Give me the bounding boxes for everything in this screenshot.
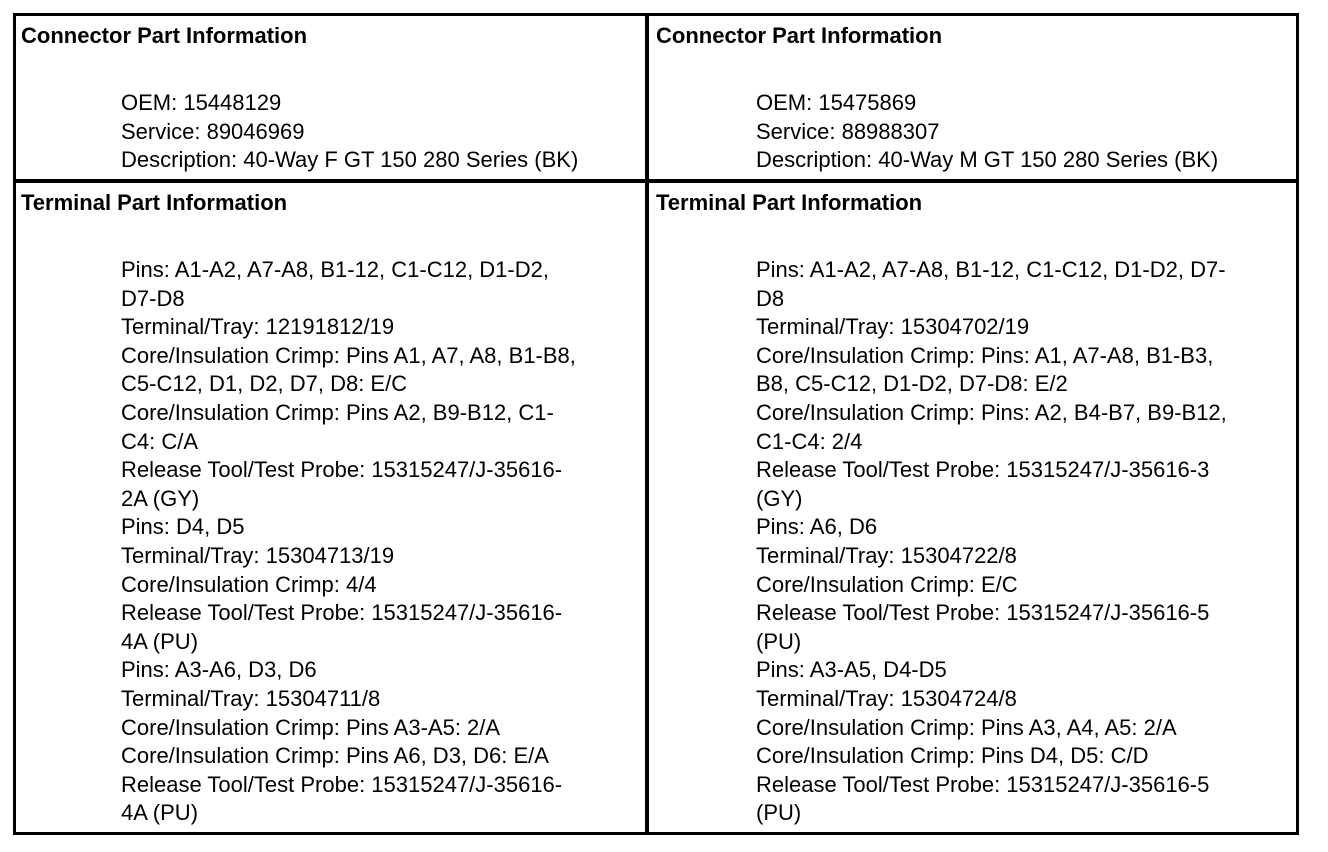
terminal-spec-line: D8: [756, 285, 785, 311]
terminal-spec-line: Core/Insulation Crimp: Pins: A1, A7-A8, B1-B3,: [756, 342, 1214, 368]
terminal-spec-line: Terminal/Tray: 12191812/19: [121, 314, 395, 340]
terminal-spec-line: Release Tool/Test Probe: 15315247/J-35616-: [121, 600, 563, 626]
terminal-spec-line: 4A (PU): [121, 800, 199, 826]
terminal-spec-line: Pins: A3-A5, D4-D5: [756, 657, 947, 683]
terminal-spec-line: (GY): [756, 485, 803, 511]
terminal-spec-line: Release Tool/Test Probe: 15315247/J-35616-: [121, 457, 563, 483]
connector-right-details: [756, 89, 1218, 175]
terminal-spec-line: C1-C4: 2/4: [756, 428, 863, 454]
terminal-spec-line: Terminal/Tray: 15304702/19: [756, 314, 1030, 340]
terminal-spec-line: Pins: D4, D5: [121, 514, 245, 540]
terminal-spec-line: C4: C/A: [121, 428, 199, 454]
connector-right-oem: OEM: 15475869: [756, 90, 917, 115]
terminal-spec-line: Pins: A6, D6: [756, 514, 878, 540]
terminal-spec-line: D7-D8: [121, 285, 185, 311]
terminal-spec-line: (PU): [756, 628, 802, 654]
connector-left-description: Description: 40-Way F GT 150 280 Series (BK): [121, 147, 579, 173]
connector-right-service: Service: 88988307: [756, 118, 940, 144]
terminal-spec-line: Terminal/Tray: 15304711/8: [121, 685, 381, 711]
connector-left-details: [121, 89, 578, 175]
terminal-spec-line: 2A (GY): [121, 485, 200, 511]
connector-right-heading: Connector Part Information: [656, 23, 943, 48]
connector-left-heading: Connector Part Information: [21, 23, 308, 48]
terminal-spec-line: Core/Insulation Crimp: Pins D4, D5: C/D: [756, 743, 1149, 769]
terminal-spec-line: Core/Insulation Crimp: Pins A1, A7, A8, B1-B8,: [121, 342, 576, 368]
terminal-left-heading: Terminal Part Information: [21, 190, 288, 215]
terminal-spec-line: Terminal/Tray: 15304724/8: [756, 685, 1017, 711]
terminal-spec-line: Pins: A1-A2, A7-A8, B1-12, C1-C12, D1-D2,: [121, 257, 549, 282]
terminal-spec-line: 4A (PU): [121, 628, 199, 654]
terminal-spec-line: B8, C5-C12, D1-D2, D7-D8: E/2: [756, 371, 1068, 397]
terminal-spec-line: Pins: A1-A2, A7-A8, B1-12, C1-C12, D1-D2, D7-: [756, 257, 1226, 282]
terminal-spec-line: (PU): [756, 800, 802, 826]
terminal-spec-line: Release Tool/Test Probe: 15315247/J-35616-3: [756, 457, 1210, 483]
terminal-right-heading: Terminal Part Information: [656, 190, 923, 215]
terminal-spec-line: Release Tool/Test Probe: 15315247/J-35616-5: [756, 771, 1210, 797]
terminal-left-details: [121, 256, 576, 828]
terminal-spec-line: Core/Insulation Crimp: 4/4: [121, 571, 377, 597]
terminal-spec-line: Core/Insulation Crimp: Pins: A2, B4-B7, B9-B12,: [756, 399, 1227, 425]
connector-left-oem: OEM: 15448129: [121, 90, 282, 115]
terminal-spec-line: Core/Insulation Crimp: Pins A3, A4, A5: 2/A: [756, 714, 1177, 740]
row-divider: [13, 179, 1299, 183]
terminal-spec-line: Core/Insulation Crimp: Pins A2, B9-B12, C1-: [121, 399, 554, 425]
connector-left-service: Service: 89046969: [121, 118, 305, 144]
column-divider: [645, 13, 649, 835]
terminal-spec-line: Core/Insulation Crimp: E/C: [756, 571, 1018, 597]
terminal-right-details: [756, 256, 1227, 828]
terminal-spec-line: Terminal/Tray: 15304713/19: [121, 542, 395, 568]
terminal-spec-line: Release Tool/Test Probe: 15315247/J-35616-5: [756, 600, 1210, 626]
connector-right-description: Description: 40-Way M GT 150 280 Series (BK): [756, 147, 1219, 173]
terminal-spec-line: Release Tool/Test Probe: 15315247/J-35616-: [121, 771, 563, 797]
terminal-spec-line: Core/Insulation Crimp: Pins A6, D3, D6: E/A: [121, 743, 549, 769]
terminal-spec-line: C5-C12, D1, D2, D7, D8: E/C: [121, 371, 408, 397]
terminal-spec-line: Terminal/Tray: 15304722/8: [756, 542, 1017, 568]
terminal-spec-line: Core/Insulation Crimp: Pins A3-A5: 2/A: [121, 714, 501, 740]
terminal-spec-line: Pins: A3-A6, D3, D6: [121, 657, 317, 683]
